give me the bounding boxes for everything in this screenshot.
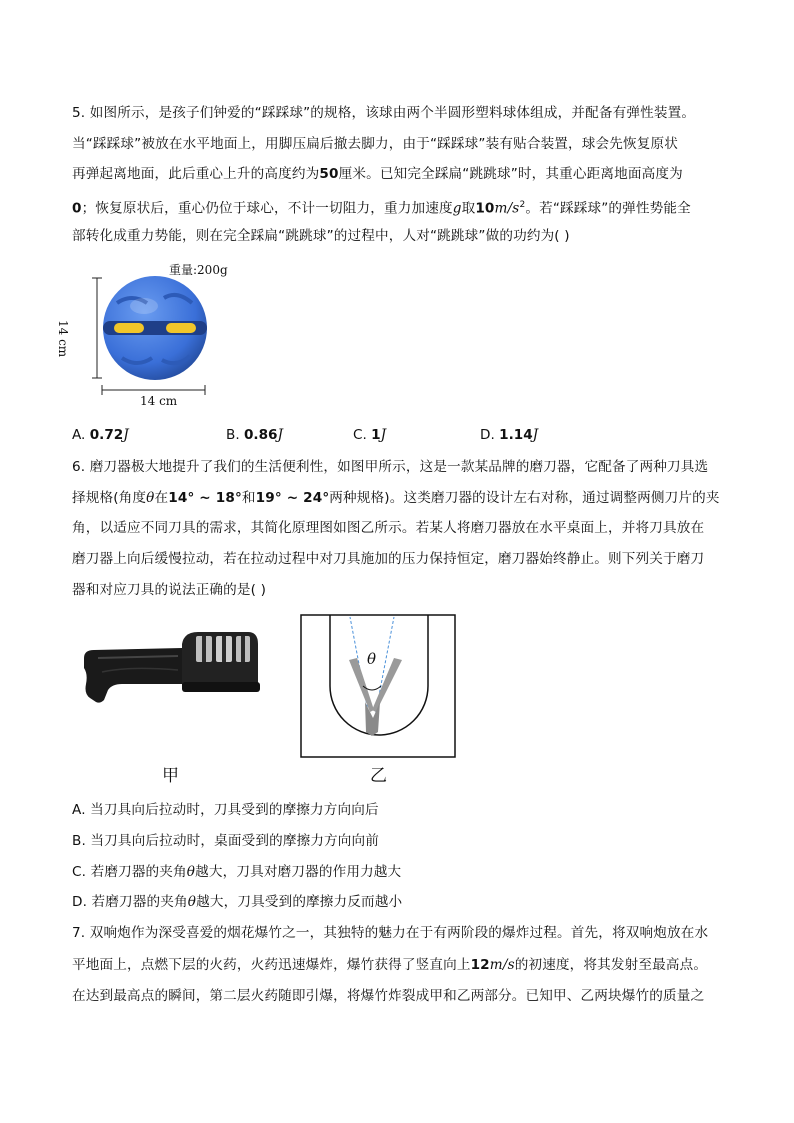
ball-yellow-stripe: [114, 323, 144, 333]
fig-caption-jia: 甲: [162, 766, 179, 786]
q5-line-3: 再弹起离地面，此后重心上升的高度约为50厘米。已知完全踩扁“跳跳球”时，其重心距离地面高度为: [72, 166, 683, 182]
u-diagram-svg: [300, 614, 460, 760]
u-diagram: [300, 614, 460, 760]
q6-option-b[interactable]: B. 当刀具向后拉动时，桌面受到的摩擦力方向向前: [72, 833, 380, 849]
q5-line-2: 当“踩踩球”被放在水平地面上，用脚压扁后撤去脚力，由于“踩踩球”装有贴合装置，球会先恢复原状: [72, 136, 679, 152]
q5-line-4: 0；恢复原状后，重心仍位于球心，不计一切阻力，重力加速度g取$10m/s^2$。若“踩踩球”的弹性势能全: [72, 200, 691, 217]
q6-line-3: 角，以适应不同刀具的需求，其简化原理图如图乙所示。若某人将磨刀器放在水平桌面上，并将刀具放在: [72, 520, 705, 536]
q5-option-b[interactable]: B. 0.86J: [226, 427, 283, 443]
theta-label: θ: [367, 650, 377, 668]
q6-option-d[interactable]: D. 若磨刀器的夹角θ越大，刀具受到的摩擦力反而越小: [72, 894, 403, 910]
q7-line-2: 平地面上，点燃下层的火药，火药迅速爆炸，爆竹获得了竖直向上12m/s的初速度，将其发射至最高点。: [72, 957, 708, 973]
ball-illustration: [72, 258, 252, 408]
q5-option-a[interactable]: A. 0.72J: [72, 427, 129, 443]
q5-option-d[interactable]: D. 1.14J: [480, 427, 539, 443]
q5-line-1: 5. 如图所示，是孩子们钟爱的“踩踩球”的规格，该球由两个半圆形塑料球体组成，并配备有弹性装置。: [72, 105, 696, 121]
q6-line-5: 器和对应刀具的说法正确的是( ): [72, 582, 267, 598]
q5-line-5: 部转化成重力势能，则在完全踩扁“跳跳球”的过程中，人对“跳跳球”做的功约为( ): [72, 228, 570, 244]
ball-weight-label: 重量:200g: [169, 263, 228, 277]
q6-line-4: 磨刀器上向后缓慢拉动，若在拉动过程中对刀具施加的压力保持恒定，磨刀器始终静止。则下列关于磨刀: [72, 551, 705, 567]
ball-height-label: 14 cm: [56, 320, 70, 358]
ball-width-label: 14 cm: [140, 394, 178, 408]
q7-line-1: 7. 双响炮作为深受喜爱的烟花爆竹之一，其独特的魅力在于有两阶段的爆炸过程。首先，将双响炮放在水: [72, 925, 709, 941]
q6-line-1: 6. 磨刀器极大地提升了我们的生活便利性，如图甲所示，这是一款某品牌的磨刀器，它配备了两种刀具选: [72, 459, 709, 475]
q6-option-c[interactable]: C. 若磨刀器的夹角θ越大，刀具对磨刀器的作用力越大: [72, 864, 402, 880]
sharpener-figure: [78, 628, 264, 708]
q6-line-2: 择规格(角度θ在14° ~ 18°和19° ~ 24°两种规格)。这类磨刀器的设计左右对称，通过调整两侧刀片的夹: [72, 490, 720, 506]
q6-option-a[interactable]: A. 当刀具向后拉动时，刀具受到的摩擦力方向向后: [72, 802, 379, 818]
q7-line-3: 在达到最高点的瞬间，第二层火药随即引爆，将爆竹炸裂成甲和乙两部分。已知甲、乙两块爆竹的质量之: [72, 988, 705, 1004]
sharpener-illustration: [78, 628, 264, 708]
ball-figure: [56, 258, 252, 408]
fig-caption-yi: 乙: [370, 766, 387, 786]
q5-option-c[interactable]: C. 1J: [353, 427, 387, 443]
